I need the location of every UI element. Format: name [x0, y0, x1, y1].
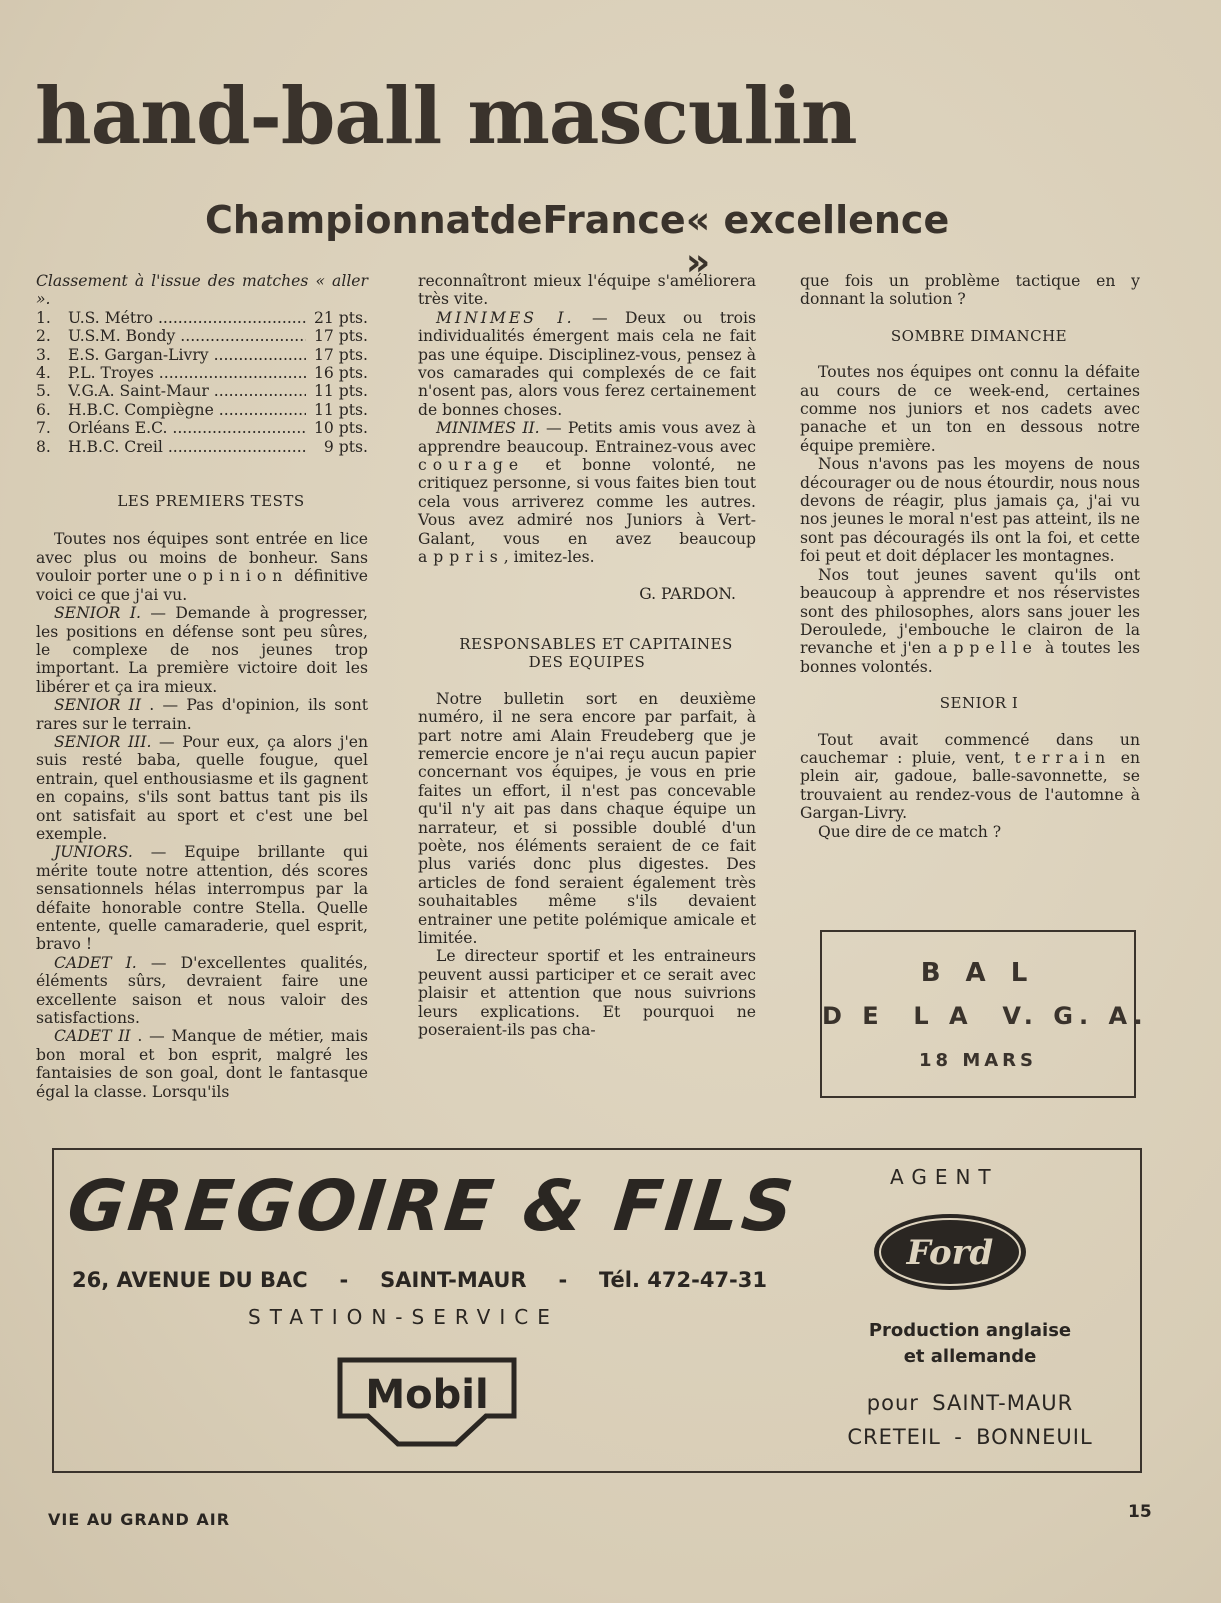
team-points: 11 pts.: [313, 382, 368, 401]
magazine-name: VIE AU GRAND AIR: [48, 1510, 231, 1529]
advertiser-name: GREGOIRE & FILS: [63, 1165, 800, 1247]
article-column-1: [36, 272, 368, 1101]
city-name: CRETEIL: [847, 1425, 941, 1449]
standings-intro: Classement à l'issue des matches « aller ».: [36, 272, 368, 309]
subtitle-word: Championnat: [205, 198, 490, 242]
standings-row: [36, 419, 368, 437]
paragraph: [418, 419, 756, 566]
paragraph-text: définitive voici ce que j'ai vu.: [36, 567, 368, 604]
paragraph: reconnaîtront mieux l'équipe s'améliorera très vite.: [418, 272, 756, 309]
article-column-2: [418, 272, 756, 1039]
paragraph: Que dire de ce match ?: [818, 822, 1002, 841]
paragraph-text: , imitez-les.: [503, 548, 595, 567]
paragraph-text: Nos tout jeunes savent qu'ils ont beaucoup à apprendre et nos réservistes sont des philosophes, alors sans jouer les Deroulede, j'embouche le clairon de la revanche et j'en: [800, 565, 1140, 658]
spaced-word: opinion: [187, 567, 289, 586]
page-number: 15: [1128, 1502, 1152, 1522]
advertiser-address: [72, 1268, 767, 1292]
paragraph-text: en plein air, gadoue, balle-savonnette, se trouvaient au rendez-vous de l'automne à Gargan-Livry.: [800, 748, 1141, 823]
address-separator: -: [558, 1268, 568, 1292]
mobil-logo: [336, 1356, 518, 1448]
team-label: SENIOR I.: [54, 604, 141, 623]
standings-row: [36, 438, 368, 456]
article-column-3: [800, 272, 1140, 841]
rank-number: 4.: [36, 364, 51, 383]
team-label: JUNIORS.: [54, 843, 133, 862]
team-name: P.L. Troyes .....: [68, 364, 306, 382]
team-points: 11 pts.: [313, 400, 368, 419]
agent-label: AGENT: [890, 1165, 999, 1189]
team-label: SENIOR III.: [54, 732, 152, 751]
section-heading: SOMBRE DIMANCHE: [890, 326, 1068, 345]
standings-row: [36, 364, 368, 382]
paragraph: [36, 733, 368, 843]
event-date: 18 MARS: [919, 1050, 1037, 1071]
service-area: [810, 1386, 1130, 1454]
paragraph-text: — Demande à progresser, les positions en défense sont peu sûres, le complexe de nos jeunes trop important. La première victoire doit les libérer et ça ira mieux.: [36, 604, 368, 696]
paragraph: que fois un problème tactique en y donnant la solution ?: [800, 272, 1140, 309]
event-announcement-box: [820, 930, 1149, 1098]
team-points: 21 pts.: [313, 308, 368, 327]
team-points: 17 pts.: [313, 327, 368, 346]
paragraph: [36, 530, 368, 604]
city-separator: -: [954, 1425, 963, 1449]
address-separator: -: [339, 1268, 349, 1292]
paragraph-text: — D'excellentes qualités, éléments sûrs, devraient faire une excellente saison et nous valoir des satisfactions.: [36, 953, 368, 1028]
production-line: et allemande: [903, 1346, 1037, 1367]
standings-row: [36, 327, 368, 345]
paragraph: Le directeur sportif et les entraineurs peuvent aussi participer et ce serait avec plaisir et attention que nous suivrions leurs explications. Et pourquoi ne poseraient-ils pas cha-: [418, 947, 756, 1040]
team-points: 17 pts.: [313, 345, 368, 364]
team-label: SENIOR II: [54, 696, 141, 715]
station-service-label: STATION-SERVICE: [248, 1305, 559, 1329]
pour-label: pour: [866, 1391, 919, 1415]
production-info: [820, 1318, 1120, 1370]
team-name: U.S.M. Bondy .....: [68, 327, 306, 345]
paragraph-text: — Petits amis vous avez à apprendre beaucoup. Entrainez-vous avec: [418, 419, 756, 456]
team-name: H.B.C. Creil .....: [68, 438, 306, 456]
standings-row: [36, 382, 368, 400]
paragraph-text: . — Manque de métier, mais bon moral et bon esprit, malgré les fantaisies de son goal, dont le fantasque égal la classe. Lorsqu'ils: [36, 1027, 368, 1101]
paragraph: [36, 696, 368, 733]
team-points: 16 pts.: [313, 364, 368, 383]
paragraph-text: Tout avait commencé dans un cauchemar : pluie, vent,: [800, 730, 1140, 767]
team-name: V.G.A. Saint-Maur .....: [68, 382, 306, 400]
paragraph-text: Toutes nos équipes sont entrée en lice avec plus ou moins de bonheur. Sans vouloir porter une: [36, 530, 368, 586]
team-points: 10 pts.: [313, 419, 368, 438]
spaced-word: courage: [418, 456, 525, 475]
paragraph: [36, 954, 368, 1028]
section-heading: RESPONSABLES ET CAPITAINES DES EQUIPES: [459, 634, 733, 672]
standings-row: [36, 309, 368, 327]
team-label: CADET II: [54, 1027, 131, 1046]
author-signature: G. PARDON.: [639, 584, 736, 603]
paragraph: Nous n'avons pas les moyens de nous décourager ou de nous étourdir, nous nous devons de réagir, plus jamais ça, j'ai vu nos jeunes le moral n'est pas atteint, ils ne sont pas découragés ils ont la foi, et cette foi peut et doit déplacer les montagnes.: [800, 455, 1140, 566]
rank-number: 8.: [36, 437, 51, 456]
standings-row: [36, 346, 368, 364]
team-name: U.S. Métro .....: [68, 309, 306, 327]
rank-number: 2.: [36, 327, 51, 346]
paragraph: [800, 731, 1140, 823]
subtitle-word: de: [489, 198, 543, 242]
rank-number: 3.: [36, 345, 51, 364]
city-name: SAINT-MAUR: [932, 1391, 1074, 1415]
spaced-word: terrain: [1014, 748, 1112, 767]
event-line-1: B A L: [920, 958, 1036, 988]
paragraph: [418, 309, 756, 419]
rank-number: 6.: [36, 400, 51, 419]
team-label: MINIMES I.: [436, 308, 575, 327]
subtitle-word: « excellence »: [685, 198, 950, 284]
ford-logo-text: Ford: [906, 1233, 994, 1273]
page-title: hand-ball masculin: [35, 71, 857, 162]
address-city: SAINT-MAUR: [380, 1268, 527, 1292]
paragraph-text: . — Pas d'opinion, ils sont rares sur le terrain.: [36, 696, 369, 733]
subtitle-word: France: [542, 198, 686, 242]
paragraph: [36, 1027, 368, 1101]
section-heading: SENIOR I: [939, 694, 1019, 713]
paragraph-text: — Equipe brillante qui mérite toute notre attention, dés scores sensationnels hélas interrompus par la défaite honorable contre Stella. Quelle entente, quelle camaraderie, quel esprit, bravo !: [36, 843, 368, 954]
address-street: 26, AVENUE DU BAC: [72, 1268, 308, 1292]
production-line: Production anglaise: [868, 1320, 1072, 1341]
paragraph-text: à toutes les bonnes volontés.: [800, 639, 1140, 676]
paragraph: [36, 604, 368, 696]
mobil-logo-text: Mobil: [365, 1372, 489, 1418]
paragraph: [800, 566, 1140, 676]
section-heading: LES PREMIERS TESTS: [117, 492, 305, 511]
rank-number: 5.: [36, 382, 51, 401]
address-phone: Tél. 472-47-31: [599, 1268, 767, 1292]
team-label: MINIMES II.: [436, 419, 540, 438]
team-name: H.B.C. Compiègne .....: [68, 401, 306, 419]
rank-number: 1.: [36, 308, 51, 327]
paragraph: [36, 843, 368, 953]
team-label: CADET I.: [54, 953, 137, 972]
standings-row: [36, 401, 368, 419]
paragraph-text: — Pour eux, ça alors j'en suis resté baba, quelle fougue, quel entrain, quel enthousiasme et ils gagnent en copains, s'ils sont battus tant pis ils ont satisfait au sport et c'est une bel exemple.: [36, 732, 369, 843]
paragraph: Toutes nos équipes ont connu la défaite au cours de ce week-end, certaines comme nos juniors et nos cadets avec panache et un ton en dessous notre équipe première.: [800, 363, 1140, 455]
spaced-word: appris: [418, 548, 504, 567]
event-line-2: D E L A V. G. A.: [822, 1002, 1149, 1030]
team-name: E.S. Gargan-Livry .....: [68, 346, 306, 364]
rank-number: 7.: [36, 419, 51, 438]
city-name: BONNEUIL: [976, 1425, 1093, 1449]
spaced-word: appelle: [938, 639, 1038, 658]
ford-logo: [870, 1210, 1030, 1294]
paragraph-text: — Deux ou trois individualités émergent mais cela ne fait pas une équipe. Disciplinez-vous, pensez à vos camarades qui complexés de ce fait n'osent pas, alors vous ferez certainement de bonnes choses.: [418, 308, 756, 419]
paragraph-text: et bonne volonté, ne critiquez personne, si vous faites bien tout cela vous arriverez comme les autres. Vous avez admiré nos Juniors à Vert-Galant, vous en avez beaucoup: [418, 456, 756, 548]
team-points: 9 pts.: [323, 437, 368, 456]
paragraph: Notre bulletin sort en deuxième numéro, il ne sera encore par parfait, à part notre ami Alain Freudeberg que je remercie encore je n'ai reçu aucun papier concernant vos équipes, je vous en prie faites un effort, il n'est pas concevable qu'il n'y ait pas dans chaque équipe un narrateur, et si possible doublé d'un poète, nos éléments seraient de ce fait plus variés donc plus digestes. Des articles de fond seraient également très souhaitables même s'ils devaient entrainer une petite polémique amicale et limitée.: [418, 689, 756, 947]
standings-table: [36, 309, 368, 456]
team-name: Orléans E.C. .....: [68, 419, 306, 437]
